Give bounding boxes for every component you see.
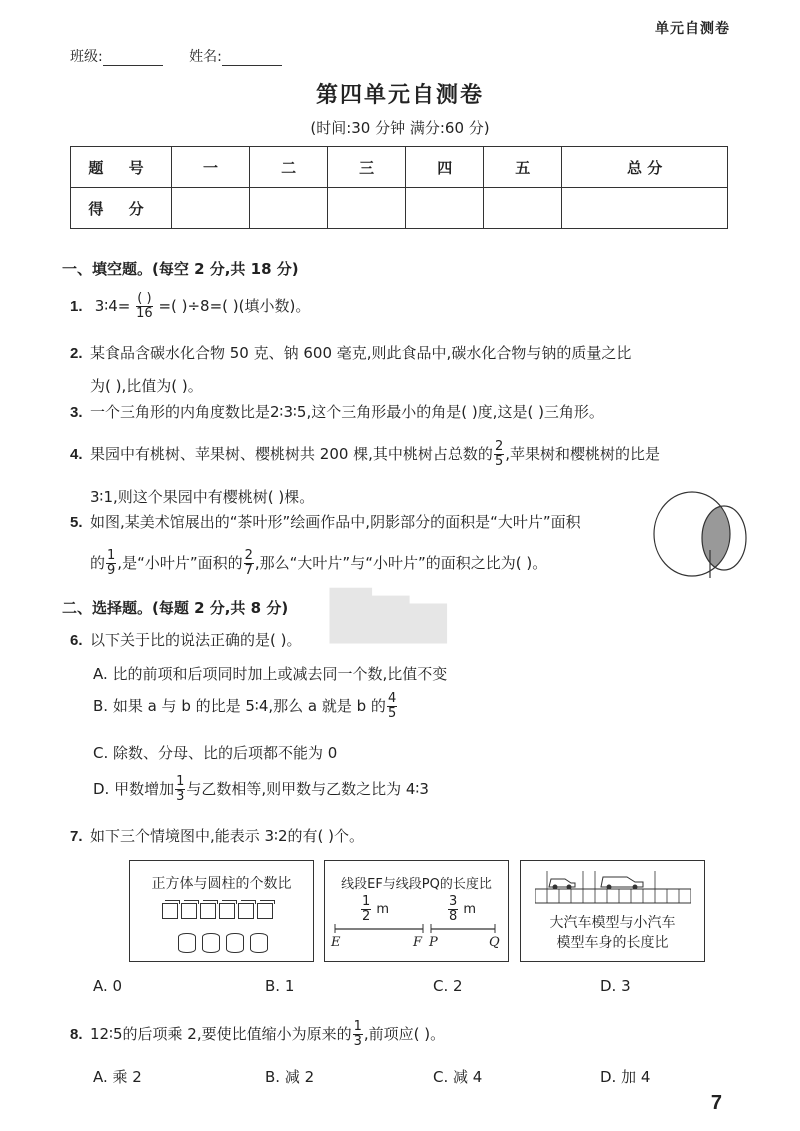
question-number: 8. bbox=[70, 1026, 83, 1043]
fraction-numerator: 1 bbox=[362, 894, 371, 909]
ruler bbox=[535, 889, 691, 903]
ruler-ticks bbox=[547, 889, 679, 903]
fraction-denominator: 3 bbox=[176, 789, 185, 804]
fraction-numerator: 1 bbox=[107, 548, 116, 563]
fraction-denominator: 5 bbox=[494, 454, 504, 469]
question-number: 1. bbox=[70, 298, 83, 315]
tea-leaf-diagram bbox=[650, 488, 760, 580]
unit-label: m bbox=[376, 902, 390, 917]
question-text: 3∶4= bbox=[94, 297, 131, 315]
cylinder-icon bbox=[250, 933, 268, 953]
question-text: 果园中有桃树、苹果树、樱桃树共 200 棵,其中桃树占总数的 bbox=[90, 445, 493, 463]
option-text: D. 甲数增加 bbox=[93, 780, 175, 798]
cylinder-icon bbox=[202, 933, 220, 953]
score-table-header-row bbox=[71, 147, 728, 188]
section2-heading: 二、选择题。(每题 2 分,共 8 分) bbox=[62, 599, 289, 617]
question-text: 如下三个情境图中,能表示 3∶2的有( )个。 bbox=[90, 827, 365, 845]
table-cell: 一 bbox=[172, 147, 250, 188]
segment-ef-length bbox=[360, 895, 389, 924]
question-text: ,那么“大叶片”与“小叶片”的面积之比为( )。 bbox=[254, 554, 548, 572]
question-number: 2. bbox=[70, 345, 83, 362]
fraction-numerator: 1 bbox=[176, 774, 185, 789]
option-7c[interactable]: C. 2 bbox=[433, 977, 463, 995]
cylinder-icon bbox=[226, 933, 244, 953]
fraction-denominator: 3 bbox=[353, 1034, 362, 1049]
section-label: 单元自测卷 bbox=[655, 21, 730, 37]
question-text: 如图,某美术馆展出的“茶叶形”绘画作品中,阴影部分的面积是“大叶片”面积 bbox=[90, 513, 581, 531]
option-8c[interactable]: C. 减 4 bbox=[433, 1068, 483, 1086]
question-2 bbox=[70, 343, 740, 396]
name-label: 姓名: bbox=[189, 49, 222, 65]
score-input-cell[interactable] bbox=[406, 188, 484, 229]
question-text: 以下关于比的说法正确的是( )。 bbox=[90, 631, 302, 649]
scenario-title-line: 大汽车模型与小汽车 bbox=[549, 915, 676, 931]
fraction-denominator: 5 bbox=[387, 706, 397, 721]
scenario-box-cubes-cylinders bbox=[129, 860, 314, 962]
score-input-cell[interactable] bbox=[172, 188, 250, 229]
scenario-box-segments bbox=[324, 860, 509, 962]
fraction-denominator: 8 bbox=[449, 909, 458, 924]
point-label-p: P bbox=[429, 935, 438, 950]
fraction-numerator: 2 bbox=[244, 548, 253, 563]
fraction bbox=[175, 775, 185, 804]
table-cell: 三 bbox=[328, 147, 406, 188]
fraction bbox=[244, 549, 254, 578]
option-8d[interactable]: D. 加 4 bbox=[600, 1068, 651, 1086]
question-text: ,前项应( )。 bbox=[363, 1025, 446, 1043]
question-text: 12∶5的后项乘 2,要使比值缩小为原来的 bbox=[90, 1025, 352, 1043]
option-6c[interactable]: C. 除数、分母、比的后项都不能为 0 bbox=[93, 744, 338, 762]
car-ruler-drawing bbox=[535, 869, 691, 905]
point-label-q: Q bbox=[489, 935, 500, 950]
table-cell: 二 bbox=[250, 147, 328, 188]
question-5-line2 bbox=[90, 549, 690, 578]
big-car-icon bbox=[601, 877, 643, 890]
class-label: 班级: bbox=[70, 49, 103, 65]
question-text: ,是“小叶片”面积的 bbox=[117, 554, 243, 572]
page-number: 7 bbox=[710, 1092, 722, 1114]
cube-icon bbox=[257, 903, 273, 919]
question-text: 3∶1,则这个果园中有樱桃树( )棵。 bbox=[90, 488, 315, 506]
question-text: 为( ),比值为( )。 bbox=[90, 377, 203, 395]
cylinder-row bbox=[178, 933, 313, 957]
fraction-numerator: 2 bbox=[494, 439, 504, 454]
page-subtitle: (时间:30 分钟 满分:60 分) bbox=[310, 119, 490, 137]
fraction-denominator: 16 bbox=[136, 306, 153, 321]
option-6d[interactable] bbox=[93, 775, 429, 804]
question-number: 6. bbox=[70, 632, 83, 649]
score-input-cell[interactable] bbox=[562, 188, 728, 229]
question-text: ,苹果树和樱桃树的比是 bbox=[505, 445, 660, 463]
fraction bbox=[387, 692, 397, 721]
question-3 bbox=[70, 402, 604, 423]
option-6b[interactable] bbox=[93, 692, 398, 721]
class-name-line bbox=[70, 46, 304, 66]
watermark-stamp: ▇▆▅ bbox=[330, 580, 443, 643]
table-cell: 五 bbox=[484, 147, 562, 188]
question-number: 5. bbox=[70, 514, 83, 531]
point-label-e: E bbox=[331, 935, 341, 950]
table-cell: 四 bbox=[406, 147, 484, 188]
option-6a[interactable]: A. 比的前项和后项同时加上或减去同一个数,比值不变 bbox=[93, 665, 448, 683]
cube-icon bbox=[238, 903, 254, 919]
score-table-score-row bbox=[71, 188, 728, 229]
question-1 bbox=[70, 292, 310, 321]
small-car-icon bbox=[549, 879, 575, 890]
section1-heading: 一、填空题。(每空 2 分,共 18 分) bbox=[62, 260, 299, 278]
question-text: =( )÷8=( )(填小数)。 bbox=[158, 297, 311, 315]
question-text: 一个三角形的内角度数比是2∶3∶5,这个三角形最小的角是( )度,这是( )三角形。 bbox=[90, 403, 604, 421]
score-input-cell[interactable] bbox=[250, 188, 328, 229]
option-text: B. 如果 a 与 b 的比是 5∶4,那么 a 就是 b 的 bbox=[93, 697, 386, 715]
scenario-title bbox=[521, 913, 704, 953]
question-number: 4. bbox=[70, 446, 83, 463]
fraction bbox=[136, 292, 153, 321]
fraction bbox=[353, 1020, 363, 1049]
question-4 bbox=[70, 440, 750, 507]
question-number: 3. bbox=[70, 404, 83, 421]
unit-label: m bbox=[463, 902, 477, 917]
cube-icon bbox=[219, 903, 235, 919]
question-text: 的 bbox=[90, 554, 106, 572]
page-title: 第四单元自测卷 bbox=[315, 83, 484, 108]
point-label-f: F bbox=[413, 935, 423, 950]
fraction bbox=[106, 549, 116, 578]
scenario-title: 正方体与圆柱的个数比 bbox=[151, 876, 292, 892]
option-8b[interactable]: B. 减 2 bbox=[265, 1068, 315, 1086]
fraction-numerator: 1 bbox=[353, 1019, 362, 1034]
name-blank[interactable] bbox=[222, 51, 282, 66]
scenario-box-cars bbox=[520, 860, 705, 962]
score-input-cell[interactable] bbox=[484, 188, 562, 229]
question-5 bbox=[70, 512, 690, 578]
question-8 bbox=[70, 1020, 445, 1049]
option-7a[interactable]: A. 0 bbox=[93, 977, 123, 995]
scenario-title: 线段EF与线段PQ的长度比 bbox=[341, 877, 492, 892]
score-table bbox=[70, 146, 728, 229]
table-cell: 总 分 bbox=[562, 147, 728, 188]
fraction-denominator: 9 bbox=[107, 563, 116, 578]
scenario-title-line: 模型车身的长度比 bbox=[556, 935, 669, 951]
cube-row bbox=[162, 903, 313, 923]
option-7b[interactable]: B. 1 bbox=[265, 977, 295, 995]
score-input-cell[interactable] bbox=[328, 188, 406, 229]
question-6 bbox=[70, 630, 301, 651]
cube-icon bbox=[162, 903, 178, 919]
question-text: 某食品含碳水化合物 50 克、钠 600 毫克,则此食品中,碳水化合物与钠的质量之比 bbox=[90, 344, 632, 362]
option-7d[interactable]: D. 3 bbox=[600, 977, 631, 995]
fraction-denominator: 7 bbox=[244, 563, 253, 578]
table-cell: 题 号 bbox=[71, 147, 172, 188]
table-cell: 得 分 bbox=[71, 188, 172, 229]
option-8a[interactable]: A. 乘 2 bbox=[93, 1068, 142, 1086]
cylinder-icon bbox=[178, 933, 196, 953]
cube-icon bbox=[200, 903, 216, 919]
segment-pq-length bbox=[447, 895, 476, 924]
fraction bbox=[494, 440, 504, 469]
fraction-numerator: 3 bbox=[449, 894, 458, 909]
fraction-numerator: 4 bbox=[387, 691, 397, 706]
fraction-numerator[interactable]: ( ) bbox=[137, 291, 152, 306]
option-text: 与乙数相等,则甲数与乙数之比为 4∶3 bbox=[186, 780, 429, 798]
question-7 bbox=[70, 826, 364, 847]
question-number: 7. bbox=[70, 828, 83, 845]
fraction-denominator: 2 bbox=[362, 909, 371, 924]
cube-icon bbox=[181, 903, 197, 919]
class-blank[interactable] bbox=[103, 51, 163, 66]
